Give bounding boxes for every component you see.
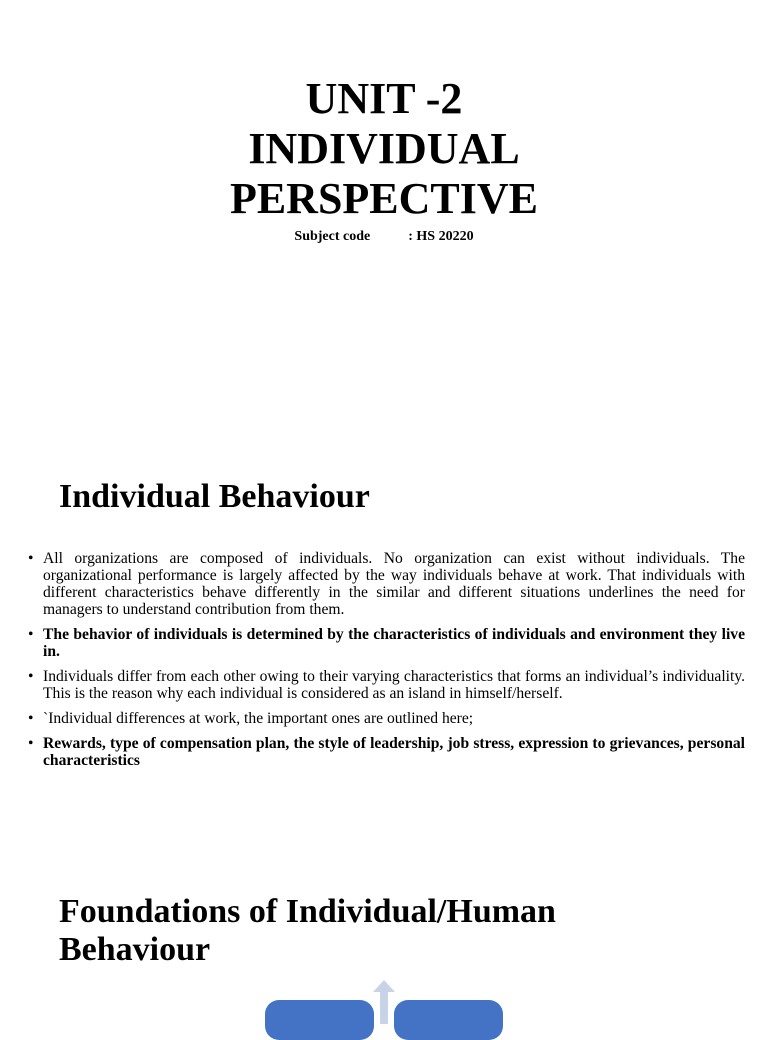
- foundations-heading-line-1: Foundations of Individual/Human: [59, 893, 556, 930]
- diagram-box-left: [265, 1000, 374, 1040]
- bullet-icon: •: [28, 735, 34, 752]
- foundations-heading: [59, 893, 556, 969]
- title-line-2: INDIVIDUAL: [248, 124, 520, 173]
- behaviour-bullet-list: [28, 550, 745, 777]
- bullet-text: All organizations are composed of individuals. No organization can exist without individuals. The organizational performance is largely affected by the way individuals behave at work. That individuals with different characteristics behave differently in the similar and different situations underlines the need for managers to understand contribution from them.: [43, 550, 745, 618]
- title-line-3: PERSPECTIVE: [229, 174, 539, 223]
- bullet-text: Individuals differ from each other owing to their varying characteristics that forms an individual’s individuality. This is the reason why each individual is considered as an island in himself/herself.: [43, 668, 745, 702]
- behaviour-heading: Individual Behaviour: [59, 478, 370, 515]
- title-slide: [0, 0, 768, 440]
- foundations-slide: [0, 860, 768, 1024]
- bullet-icon: •: [28, 710, 34, 727]
- bullet-item: [28, 735, 745, 769]
- subject-code-label: Subject code: [294, 229, 371, 244]
- subject-code-value: : HS 20220: [408, 229, 474, 244]
- title-line-1: UNIT -2: [305, 74, 463, 123]
- bullet-text: The behavior of individuals is determined by the characteristics of individuals and environment they live in.: [43, 626, 745, 660]
- subject-code: [0, 229, 768, 245]
- bullet-text: `Individual differences at work, the important ones are outlined here;: [43, 710, 474, 727]
- bullet-icon: •: [28, 668, 34, 685]
- foundations-heading-line-2: Behaviour: [59, 931, 211, 968]
- up-arrow-icon: [373, 980, 395, 1024]
- bullet-icon: •: [28, 626, 34, 643]
- diagram-box-right: [394, 1000, 503, 1040]
- foundations-diagram: [260, 980, 510, 1024]
- unit-title: [0, 74, 768, 224]
- bullet-item: [28, 550, 745, 618]
- bullet-text: Rewards, type of compensation plan, the style of leadership, job stress, expression to grievances, personal characteristics: [43, 735, 745, 769]
- bullet-item: [28, 668, 745, 702]
- bullet-item: [28, 710, 745, 727]
- bullet-icon: •: [28, 550, 34, 567]
- bullet-item: [28, 626, 745, 660]
- behaviour-slide: [0, 440, 768, 860]
